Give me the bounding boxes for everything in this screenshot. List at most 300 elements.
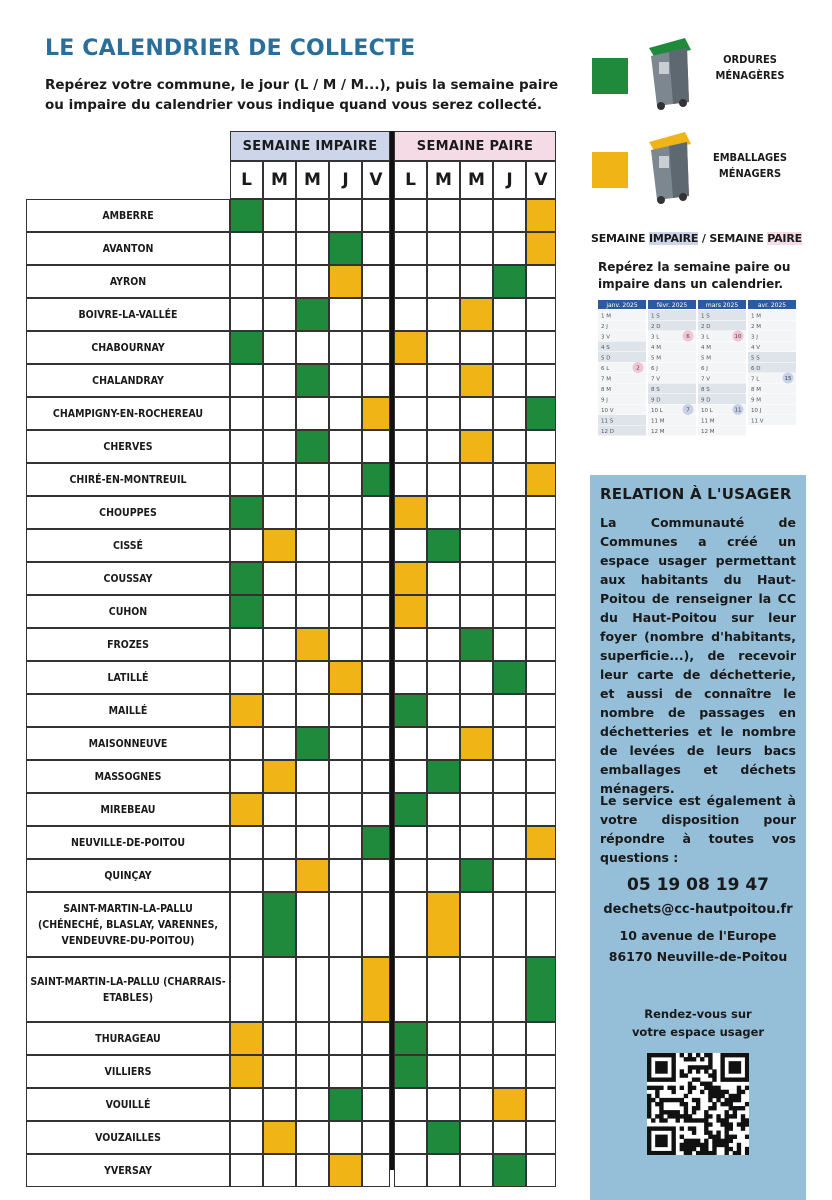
empty-cell (394, 826, 427, 859)
empty-cell (427, 694, 460, 727)
empty-cell (362, 694, 390, 727)
empty-cell (427, 298, 460, 331)
empty-cell (460, 562, 493, 595)
mini-cal-day-label: 6 L (601, 366, 610, 372)
empty-cell (526, 430, 556, 463)
address-line-2: 86170 Neuville-de-Poitou (608, 949, 788, 964)
empty-cell (362, 661, 390, 694)
commune-name: THURAGEAU (26, 1022, 230, 1055)
empty-cell (263, 463, 296, 496)
empty-cell (460, 1121, 493, 1154)
empty-cell (263, 694, 296, 727)
panel-paragraph-2: Le service est également à votre disposition pour répondre à toutes vos questions : (600, 793, 796, 865)
empty-cell (263, 628, 296, 661)
empty-cell (493, 496, 526, 529)
empty-cell (329, 1055, 362, 1088)
empty-cell (394, 397, 427, 430)
ordures-collection-cell (394, 793, 427, 826)
qr-code[interactable] (647, 1053, 749, 1155)
mini-cal-day-label: 8 M (601, 387, 611, 393)
empty-cell (362, 1088, 390, 1121)
mini-cal-day-label: 10 L (651, 408, 663, 414)
empty-cell (329, 298, 362, 331)
empty-cell (263, 826, 296, 859)
empty-cell (526, 628, 556, 661)
commune-name: MAILLÉ (26, 694, 230, 727)
empty-cell (230, 826, 263, 859)
empty-cell (263, 859, 296, 892)
empty-cell (329, 562, 362, 595)
empty-cell (329, 496, 362, 529)
week-number-label: 7 (686, 407, 690, 414)
empty-cell (296, 595, 329, 628)
empty-cell (493, 1121, 526, 1154)
empty-cell (460, 1022, 493, 1055)
ordures-collection-cell (427, 1121, 460, 1154)
empty-cell (296, 826, 329, 859)
ordures-collection-cell (230, 199, 263, 232)
empty-cell (493, 463, 526, 496)
empty-cell (460, 397, 493, 430)
empty-cell (263, 727, 296, 760)
empty-cell (526, 661, 556, 694)
empty-cell (263, 298, 296, 331)
empty-cell (427, 826, 460, 859)
emballages-collection-cell (460, 430, 493, 463)
empty-cell (362, 595, 390, 628)
empty-cell (427, 397, 460, 430)
empty-cell (493, 331, 526, 364)
ordures-collection-cell (329, 1088, 362, 1121)
empty-cell (362, 364, 390, 397)
empty-cell (230, 727, 263, 760)
ordures-collection-cell (296, 298, 329, 331)
empty-cell (526, 298, 556, 331)
empty-cell (526, 1154, 556, 1187)
commune-name: AMBERRE (26, 199, 230, 232)
mini-cal-day-label: 11 V (751, 418, 764, 425)
emballages-collection-cell (362, 397, 390, 430)
empty-cell (394, 265, 427, 298)
empty-cell (263, 661, 296, 694)
day-header-odd-2: M (296, 161, 329, 199)
empty-cell (230, 892, 263, 957)
empty-cell (329, 957, 362, 1022)
empty-cell (460, 694, 493, 727)
empty-cell (526, 331, 556, 364)
commune-name: AYRON (26, 265, 230, 298)
empty-cell (493, 1022, 526, 1055)
empty-cell (296, 331, 329, 364)
commune-name: QUINÇAY (26, 859, 230, 892)
empty-cell (329, 694, 362, 727)
empty-cell (296, 397, 329, 430)
ordures-collection-cell (526, 397, 556, 430)
commune-name: MASSOGNES (26, 760, 230, 793)
empty-cell (329, 859, 362, 892)
commune-name: CHALANDRAY (26, 364, 230, 397)
empty-cell (493, 298, 526, 331)
empty-cell (427, 1055, 460, 1088)
commune-name: CISSÉ (26, 529, 230, 562)
empty-cell (394, 727, 427, 760)
ordures-collection-cell (427, 529, 460, 562)
commune-name: NEUVILLE-DE-POITOU (26, 826, 230, 859)
empty-cell (296, 232, 329, 265)
empty-cell (427, 661, 460, 694)
day-header-even-3: J (493, 161, 526, 199)
empty-cell (329, 364, 362, 397)
ordures-collection-cell (394, 1022, 427, 1055)
empty-cell (394, 957, 427, 1022)
mini-cal-day-label: 8 S (651, 387, 660, 393)
empty-cell (526, 529, 556, 562)
ordures-collection-cell (493, 265, 526, 298)
emballages-collection-cell (526, 199, 556, 232)
empty-cell (296, 1121, 329, 1154)
emballages-collection-cell (526, 463, 556, 496)
green-lid-bin-icon (641, 32, 697, 112)
empty-cell (493, 727, 526, 760)
empty-cell (230, 1121, 263, 1154)
week-number-label: 15 (784, 376, 792, 382)
mini-cal-day-label: 9 D (701, 397, 711, 404)
empty-cell (296, 529, 329, 562)
empty-cell (329, 628, 362, 661)
intro-text: Repérez votre commune, le jour (L / M / M...), puis la semaine paire ou impaire du calendrier vous indique quand vous serez collecté. (45, 77, 559, 113)
week-number-label: 11 (734, 407, 742, 414)
legend-emballages-label: EMBALLAGES MÉNAGERS (712, 151, 788, 180)
emballages-collection-cell (362, 957, 390, 1022)
empty-cell (394, 364, 427, 397)
commune-name: CHABOURNAY (26, 331, 230, 364)
empty-cell (493, 826, 526, 859)
empty-cell (296, 694, 329, 727)
empty-cell (493, 529, 526, 562)
mini-cal-month-label: avr. 2025 (757, 302, 787, 309)
mini-cal-day-label: 7 V (701, 376, 711, 383)
ordures-collection-cell (427, 760, 460, 793)
panel-title: RELATION À L'USAGER (600, 485, 792, 503)
empty-cell (296, 1154, 329, 1187)
emballages-collection-cell (394, 496, 427, 529)
empty-cell (230, 661, 263, 694)
empty-cell (263, 793, 296, 826)
empty-cell (230, 1154, 263, 1187)
emballages-collection-cell (460, 364, 493, 397)
emballages-collection-cell (329, 661, 362, 694)
empty-cell (526, 265, 556, 298)
empty-cell (493, 694, 526, 727)
empty-cell (427, 1022, 460, 1055)
day-header-even-0: L (394, 161, 427, 199)
empty-cell (526, 562, 556, 595)
day-header-even-1: M (427, 161, 460, 199)
commune-name: AVANTON (26, 232, 230, 265)
empty-cell (394, 529, 427, 562)
mini-cal-day-label: 10 L (701, 408, 713, 414)
empty-cell (460, 760, 493, 793)
empty-cell (296, 265, 329, 298)
empty-cell (362, 892, 390, 957)
empty-cell (526, 892, 556, 957)
ordures-collection-cell (460, 859, 493, 892)
commune-name: VILLIERS (26, 1055, 230, 1088)
empty-cell (296, 562, 329, 595)
empty-cell (394, 859, 427, 892)
empty-cell (362, 793, 390, 826)
empty-cell (296, 661, 329, 694)
emballages-collection-cell (394, 331, 427, 364)
empty-cell (394, 430, 427, 463)
empty-cell (394, 892, 427, 957)
empty-cell (362, 1022, 390, 1055)
mini-cal-day-label: 4 M (701, 345, 711, 351)
empty-cell (526, 760, 556, 793)
empty-cell (427, 232, 460, 265)
commune-name: LATILLÉ (26, 661, 230, 694)
empty-cell (427, 364, 460, 397)
mini-cal-day-label: 1 S (651, 313, 660, 320)
commune-name: MIREBEAU (26, 793, 230, 826)
empty-cell (362, 430, 390, 463)
empty-cell (329, 892, 362, 957)
empty-cell (263, 1055, 296, 1088)
empty-cell (460, 661, 493, 694)
empty-cell (329, 331, 362, 364)
mini-cal-day-label: 7 V (651, 376, 661, 383)
day-header-odd-0: L (230, 161, 263, 199)
commune-name: VOUILLÉ (26, 1088, 230, 1121)
mini-cal-day-label: 3 J (751, 334, 758, 341)
commune-name: SAINT-MARTIN-LA-PALLU (CHARRAIS-ETABLES) (26, 957, 230, 1022)
emballages-collection-cell (263, 529, 296, 562)
empty-cell (296, 496, 329, 529)
empty-cell (427, 859, 460, 892)
mini-cal-day-label: 3 V (601, 334, 611, 341)
empty-cell (394, 463, 427, 496)
empty-cell (329, 595, 362, 628)
commune-name: FROZES (26, 628, 230, 661)
emballages-collection-cell (427, 892, 460, 957)
empty-cell (526, 1055, 556, 1088)
emballages-collection-cell (394, 562, 427, 595)
empty-cell (230, 232, 263, 265)
ordures-collection-cell (230, 331, 263, 364)
empty-cell (493, 595, 526, 628)
mini-cal-day-label: 11 M (651, 418, 665, 425)
phone-number[interactable]: 05 19 08 19 47 (627, 875, 769, 895)
empty-cell (493, 430, 526, 463)
commune-name: CHOUPPES (26, 496, 230, 529)
mini-cal-day-label: 3 L (701, 334, 710, 341)
emballages-collection-cell (230, 694, 263, 727)
empty-cell (493, 859, 526, 892)
empty-cell (394, 199, 427, 232)
empty-cell (230, 1088, 263, 1121)
empty-cell (230, 529, 263, 562)
day-header-odd-1: M (263, 161, 296, 199)
empty-cell (362, 1121, 390, 1154)
mini-cal-day-label: 6 D (751, 366, 761, 372)
commune-name: CHAMPIGNY-EN-ROCHEREAU (26, 397, 230, 430)
empty-cell (460, 463, 493, 496)
empty-cell (493, 892, 526, 957)
empty-cell (493, 397, 526, 430)
empty-cell (296, 793, 329, 826)
empty-cell (263, 397, 296, 430)
emballages-collection-cell (296, 859, 329, 892)
ordures-collection-cell (296, 727, 329, 760)
empty-cell (296, 957, 329, 1022)
empty-cell (362, 265, 390, 298)
empty-cell (230, 364, 263, 397)
empty-cell (329, 760, 362, 793)
empty-cell (362, 859, 390, 892)
empty-cell (329, 529, 362, 562)
empty-cell (460, 957, 493, 1022)
empty-cell (526, 793, 556, 826)
empty-cell (329, 430, 362, 463)
commune-name: VOUZAILLES (26, 1121, 230, 1154)
legend-ordures-label: ORDURES MÉNAGÈRES (715, 53, 785, 82)
panel-paragraph-1: La Communauté de Communes a créé un espace usager permettant aux habitants du Haut-Poitou de renseigner la CC du Haut-Poitou sur leur foyer (nombre d'habitants, superficie...), de recevoir leur carte de déchetterie, et aussi de connaître le nombre de passages en déchetteries et le nombre de levées de leurs bacs emballages et déchets ménagers. (600, 515, 796, 796)
empty-cell (427, 1154, 460, 1187)
empty-cell (526, 727, 556, 760)
mini-cal-day-label: 8 M (751, 387, 761, 393)
emballages-collection-cell (526, 232, 556, 265)
empty-cell (263, 1154, 296, 1187)
mini-cal-day-label: 12 D (601, 429, 614, 435)
empty-cell (230, 298, 263, 331)
emballages-collection-cell (230, 793, 263, 826)
ordures-collection-cell (362, 463, 390, 496)
empty-cell (362, 529, 390, 562)
ordures-collection-cell (394, 694, 427, 727)
empty-cell (329, 727, 362, 760)
page-title: LE CALENDRIER DE COLLECTE (45, 36, 416, 61)
empty-cell (296, 892, 329, 957)
empty-cell (427, 957, 460, 1022)
day-header-odd-3: J (329, 161, 362, 199)
address-line-1: 10 avenue de l'Europe (619, 928, 777, 943)
empty-cell (394, 298, 427, 331)
empty-cell (230, 859, 263, 892)
empty-cell (493, 562, 526, 595)
empty-cell (230, 463, 263, 496)
empty-cell (427, 793, 460, 826)
empty-cell (362, 232, 390, 265)
emballages-collection-cell (329, 1154, 362, 1187)
mini-cal-month-label: févr. 2025 (656, 302, 688, 309)
mini-cal-day-label: 1 M (601, 313, 611, 320)
empty-cell (394, 1088, 427, 1121)
commune-name: CUHON (26, 595, 230, 628)
mini-cal-day-label: 12 M (701, 429, 715, 435)
empty-cell (526, 364, 556, 397)
email-link[interactable]: dechets@cc-hautpoitou.fr (603, 902, 793, 917)
empty-cell (263, 232, 296, 265)
empty-cell (362, 496, 390, 529)
week-even-header: SEMAINE PAIRE (394, 131, 556, 161)
empty-cell (263, 957, 296, 1022)
empty-cell (493, 957, 526, 1022)
mini-cal-day-label: 7 L (751, 376, 760, 383)
emballages-collection-cell (263, 1121, 296, 1154)
empty-cell (362, 1055, 390, 1088)
empty-cell (460, 232, 493, 265)
mini-cal-day-label: 11 M (701, 418, 715, 425)
week-odd-header: SEMAINE IMPAIRE (230, 131, 390, 161)
empty-cell (329, 1022, 362, 1055)
empty-cell (394, 232, 427, 265)
empty-cell (493, 1055, 526, 1088)
mini-cal-day-label: 2 J (601, 324, 608, 330)
mini-cal-day-label: 5 D (601, 355, 611, 362)
empty-cell (263, 1088, 296, 1121)
empty-cell (263, 595, 296, 628)
empty-cell (394, 760, 427, 793)
day-header-even-4: V (526, 161, 556, 199)
emballages-collection-cell (263, 760, 296, 793)
emballages-collection-cell (460, 727, 493, 760)
empty-cell (329, 199, 362, 232)
week-number-label: 2 (636, 365, 640, 372)
empty-cell (526, 1022, 556, 1055)
mini-cal-day-label: 9 J (601, 397, 608, 404)
weeks-hint: Repérez la semaine paire ou impaire dans un calendrier. (598, 260, 791, 291)
empty-cell (493, 232, 526, 265)
mini-cal-day-label: 6 J (701, 366, 708, 372)
empty-cell (427, 595, 460, 628)
day-header-odd-4: V (362, 161, 390, 199)
empty-cell (427, 562, 460, 595)
rdv-line-1: Rendez-vous sur (644, 1007, 752, 1021)
empty-cell (427, 430, 460, 463)
mini-cal-day-label: 9 D (651, 397, 661, 404)
ordures-collection-cell (230, 595, 263, 628)
empty-cell (493, 793, 526, 826)
emballages-collection-cell (526, 826, 556, 859)
empty-cell (394, 628, 427, 661)
legend-emballages-swatch (592, 152, 628, 188)
emballages-collection-cell (460, 298, 493, 331)
empty-cell (427, 727, 460, 760)
emballages-collection-cell (329, 265, 362, 298)
mini-cal-day-label: 6 J (651, 366, 658, 372)
empty-cell (493, 760, 526, 793)
empty-cell (460, 199, 493, 232)
empty-cell (263, 496, 296, 529)
weeks-legend: SEMAINE IMPAIRE / SEMAINE PAIRE (591, 232, 802, 245)
mini-cal-day-label: 1 S (701, 313, 710, 320)
emballages-collection-cell (493, 1088, 526, 1121)
empty-cell (329, 793, 362, 826)
ordures-collection-cell (362, 826, 390, 859)
empty-cell (526, 496, 556, 529)
ordures-collection-cell (526, 957, 556, 1022)
ordures-collection-cell (296, 430, 329, 463)
mini-cal-day-label: 4 M (651, 345, 661, 351)
empty-cell (296, 199, 329, 232)
empty-cell (427, 496, 460, 529)
mini-cal-day-label: 5 S (751, 355, 760, 362)
empty-cell (460, 1088, 493, 1121)
mini-cal-day-label: 5 M (701, 355, 711, 362)
empty-cell (460, 331, 493, 364)
empty-cell (329, 397, 362, 430)
mini-calendar (598, 300, 798, 440)
